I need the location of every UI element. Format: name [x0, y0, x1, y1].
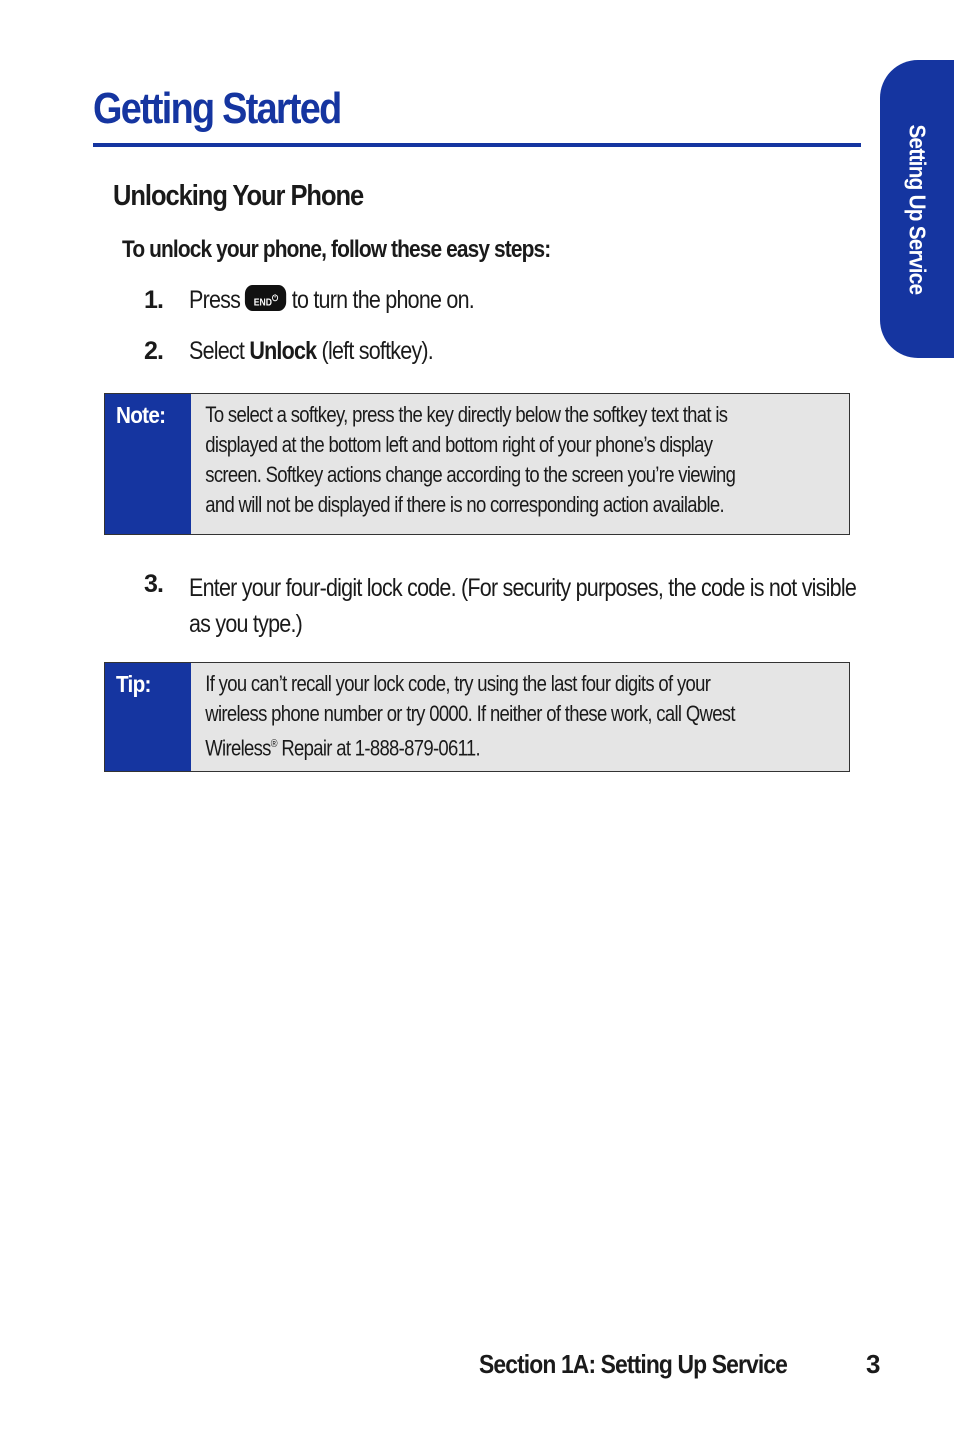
note-label: Note: [116, 402, 166, 428]
tip-label: Tip: [116, 671, 151, 697]
tip-text-end: Repair at 1-888-879-0611. [276, 735, 480, 761]
unlock-softkey-label: Unlock [249, 337, 317, 365]
registered-mark: ® [270, 738, 277, 750]
end-key-icon: END⏻ [245, 285, 286, 311]
section-heading: Unlocking Your Phone [113, 180, 364, 212]
step-text-before: Select [189, 337, 245, 365]
tip-text-main: If you can’t recall your lock code, try using the last four digits of your wireless phone number or try 0000. If neither of these work, call Qwest Wireless [205, 671, 735, 761]
tip-callout [104, 662, 850, 772]
note-label-cell [105, 394, 191, 534]
tip-label-cell [105, 663, 191, 771]
step-number: 1. [144, 286, 164, 314]
step-number: 2. [144, 337, 164, 365]
page-number: 3 [866, 1349, 881, 1379]
tip-text [191, 663, 744, 771]
step-number: 3. [144, 570, 164, 598]
section-side-tab [880, 60, 954, 358]
footer-section [479, 1349, 829, 1380]
end-key-label: END [253, 297, 272, 309]
title-rule [93, 143, 861, 147]
page-title: Getting Started [93, 84, 341, 133]
step-text-after: to turn the phone on. [291, 286, 474, 314]
intro-text: To unlock your phone, follow these easy steps: [122, 236, 551, 263]
footer-section-label: Section 1A: Setting Up Service [479, 1349, 787, 1379]
note-callout [104, 393, 850, 535]
side-tab-label: Setting Up Service [904, 124, 931, 294]
step-text-after: (left softkey). [321, 337, 434, 365]
step-text: Enter your four-digit lock code. (For security purposes, the code is not visible as you type.) [189, 574, 857, 638]
note-text: To select a softkey, press the key directly below the softkey text that is displayed at the bottom left and bottom right of your phone’s display screen. Softkey actions change according to the screen you’re viewing and will not be displayed if there is no corresponding action available. [205, 402, 736, 517]
step-text-before: Press [189, 286, 241, 314]
